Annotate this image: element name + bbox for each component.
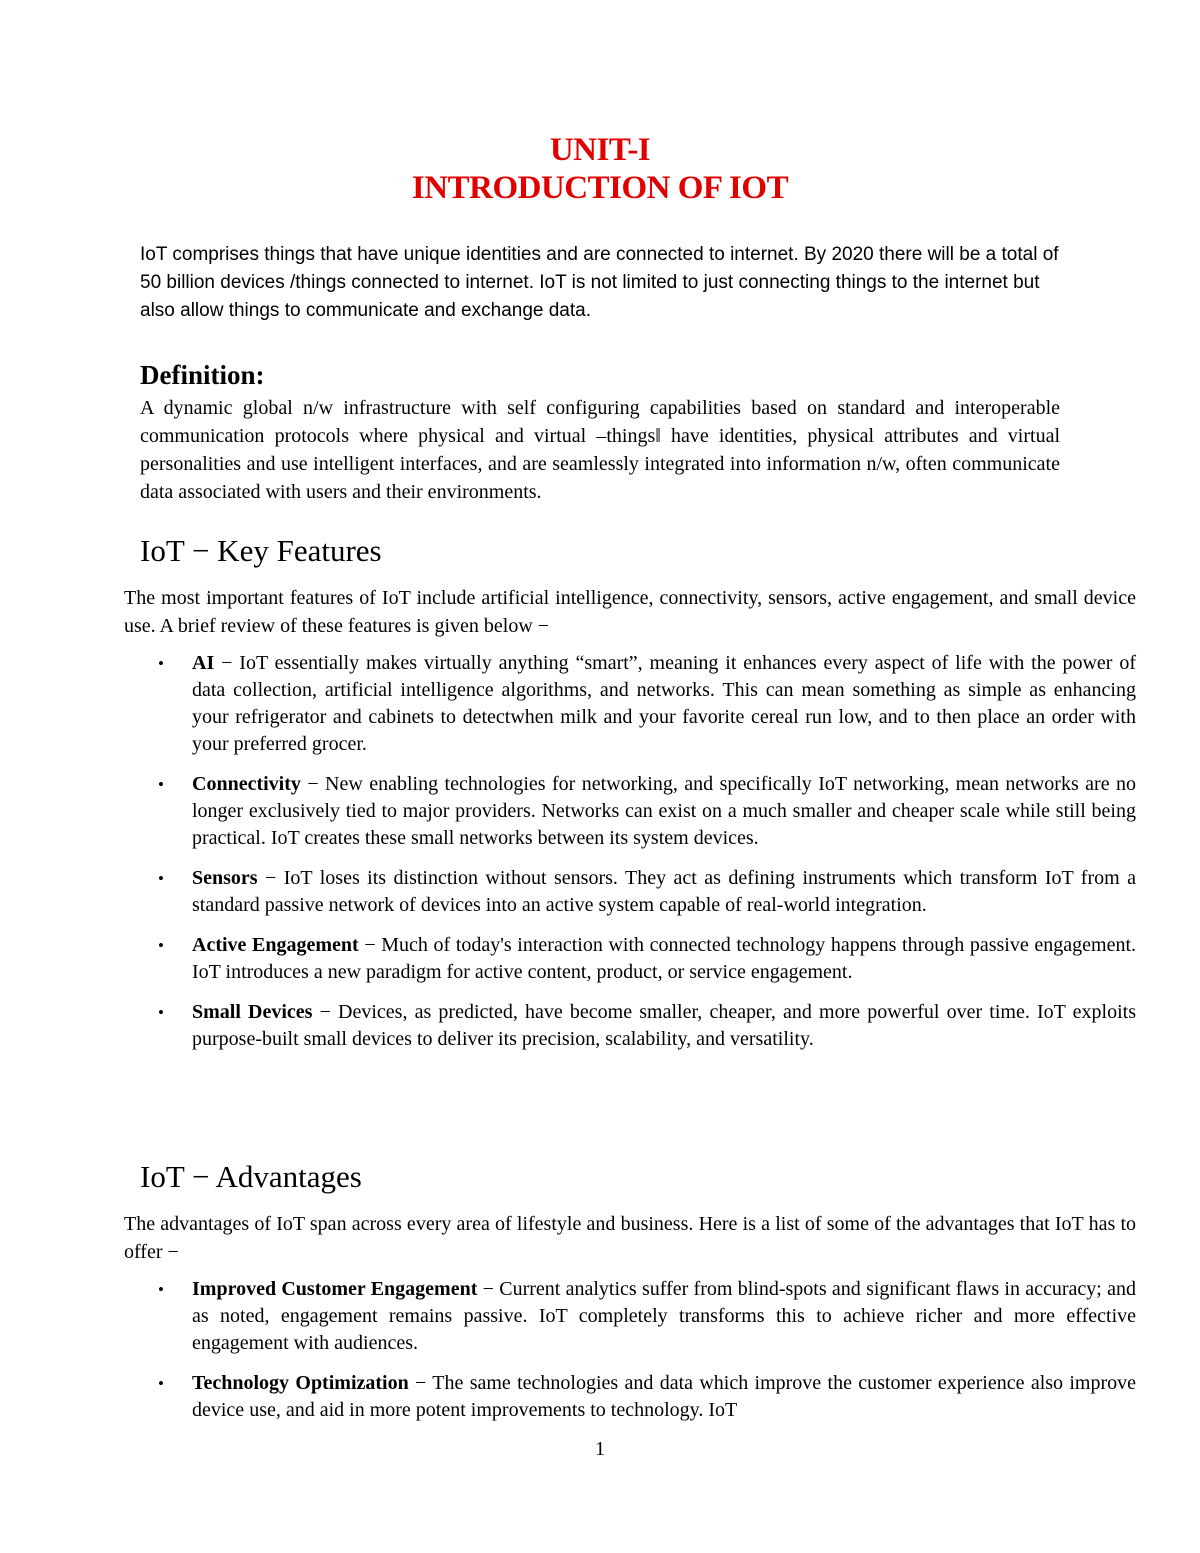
feature-term: Small Devices: [192, 1001, 313, 1023]
features-intro: The most important features of IoT include artificial intelligence, connectivity, sensors, active engagement, and small device use. A brief review of these features is given below −: [124, 587, 1136, 637]
page-number: 1: [595, 1438, 605, 1460]
bullet-icon: •: [158, 1280, 164, 1299]
features-list: [124, 650, 1136, 1066]
definition-heading: Definition:: [140, 360, 265, 390]
feature-term: Connectivity: [192, 773, 301, 795]
feature-text: − IoT loses its distinction without sensors. They act as defining instruments which transform IoT from a standard passive network of devices into an active system capable of real-world integration.: [192, 867, 1136, 916]
feature-term: Sensors: [192, 867, 258, 889]
advantage-text: − Current analytics suffer from blind-spots and significant flaws in accuracy; and as noted, engagement remains passive. IoT completely transforms this to achieve richer and more effective engagement with audiences.: [192, 1278, 1136, 1354]
feature-term: AI: [192, 652, 215, 674]
advantages-intro: The advantages of IoT span across every area of lifestyle and business. Here is a list of some of the advantages that IoT has to offer −: [124, 1213, 1136, 1263]
advantage-text: − The same technologies and data which improve the customer experience also improve device use, and aid in more potent improvements to technology. IoT: [192, 1372, 1136, 1421]
feature-text: − New enabling technologies for networking, and specifically IoT networking, mean networks are no longer exclusively tied to major providers. Networks can exist on a much smaller and cheaper scale while still being practical. IoT creates these small networks between its system devices.: [192, 773, 1136, 849]
bullet-icon: •: [158, 869, 164, 888]
feature-term: Active Engagement: [192, 934, 359, 956]
advantage-term: Improved Customer Engagement: [192, 1278, 478, 1300]
features-heading: IoT − Key Features: [140, 533, 382, 568]
bullet-icon: •: [158, 1374, 164, 1393]
list-item: [124, 1370, 1136, 1424]
list-item: [124, 1276, 1136, 1357]
advantage-term: Technology Optimization: [192, 1372, 409, 1394]
list-item: [124, 771, 1136, 852]
chapter-title: INTRODUCTION OF IOT: [411, 170, 789, 206]
list-item: [124, 932, 1136, 986]
feature-text: − Devices, as predicted, have become smaller, cheaper, and more powerful over time. IoT exploits purpose-built small devices to deliver its precision, scalability, and versatility.: [192, 1001, 1136, 1050]
bullet-icon: •: [158, 775, 164, 794]
list-item: [124, 865, 1136, 919]
list-item: [124, 650, 1136, 758]
unit-title: UNIT-I: [549, 132, 651, 168]
feature-text: − Much of today's interaction with connected technology happens through passive engagement. IoT introduces a new paradigm for active content, product, or service engagement.: [192, 934, 1136, 983]
list-item: [124, 999, 1136, 1053]
bullet-icon: •: [158, 654, 164, 673]
feature-text: − IoT essentially makes virtually anything “smart”, meaning it enhances every aspect of life with the power of data collection, artificial intelligence algorithms, and networks. This can mean something as simple as enhancing your refrigerator and cabinets to detectwhen milk and your favorite cereal run low, and to then place an order with your preferred grocer.: [192, 652, 1136, 755]
bullet-icon: •: [158, 936, 164, 955]
bullet-icon: •: [158, 1003, 164, 1022]
advantages-list: [124, 1276, 1136, 1437]
advantages-heading: IoT − Advantages: [140, 1159, 362, 1194]
definition-body: A dynamic global n/w infrastructure with self configuring capabilities based on standard and interoperable communication protocols where physical and virtual –things‖ have identities, physical attributes and virtual personalities and use intelligent interfaces, and are seamlessly integrated into information n/w, often communicate data associated with users and their environments.: [140, 397, 1060, 503]
intro-paragraph: IoT comprises things that have unique identities and are connected to internet. By 2020 there will be a total of 50 billion devices /things connected to internet. IoT is not limited to just connecting things to the internet but also allow things to communicate and exchange data.: [140, 244, 1059, 321]
